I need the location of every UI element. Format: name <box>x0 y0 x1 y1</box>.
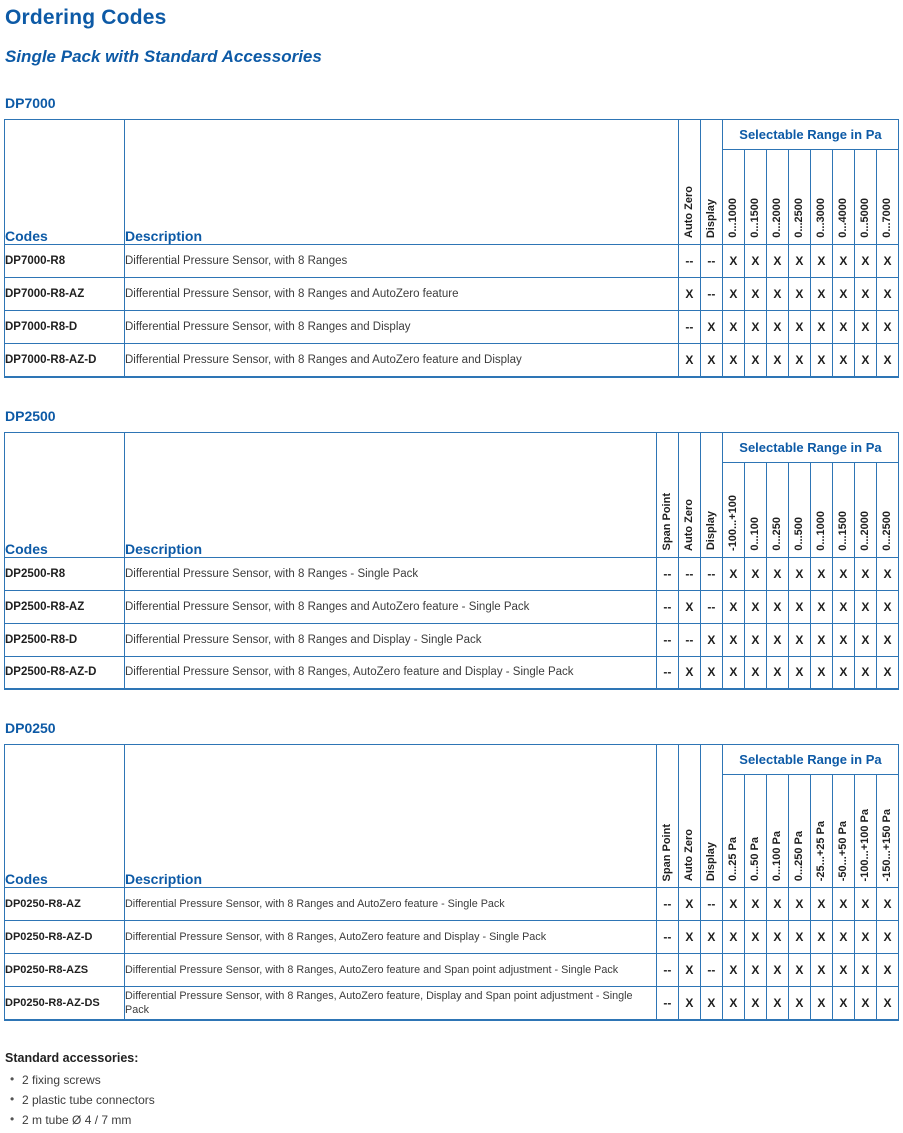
range-column-label: 0...1000 <box>726 198 739 238</box>
accessories-item: • 2 m tube Ø 4 / 7 mm <box>5 1113 899 1127</box>
range-column-label: 0...50 Pa <box>748 836 761 881</box>
range-column-header <box>854 150 876 245</box>
mark-cell: X <box>678 921 700 954</box>
description-header: Description <box>125 432 657 557</box>
range-column-header <box>722 775 744 888</box>
range-column-header <box>854 775 876 888</box>
mark-cell: X <box>810 987 832 1020</box>
section-title-dp0250: DP0250 <box>5 720 56 736</box>
mark-cell: X <box>788 888 810 921</box>
mark-cell: X <box>810 245 832 278</box>
accessories-item: • 2 fixing screws <box>5 1073 899 1087</box>
table-row <box>5 888 899 921</box>
mark-cell: X <box>810 590 832 623</box>
mark-cell: X <box>854 245 876 278</box>
mark-cell: -- <box>700 590 722 623</box>
mark-cell: X <box>832 344 854 377</box>
description-cell: Differential Pressure Sensor, with 8 Ranges and AutoZero feature and Display <box>125 344 679 377</box>
feature-column-header <box>678 745 700 888</box>
mark-cell: X <box>744 921 766 954</box>
description-cell: Differential Pressure Sensor, with 8 Ranges, AutoZero feature and Display - Single Pack <box>125 656 657 689</box>
section-dp7000 <box>4 95 899 378</box>
mark-cell: X <box>722 921 744 954</box>
range-column-header <box>788 462 810 557</box>
mark-cell: X <box>744 656 766 689</box>
mark-cell: X <box>744 344 766 377</box>
range-column-label: -50...+50 Pa <box>836 820 849 881</box>
code-cell: DP7000-R8 <box>5 245 125 278</box>
mark-cell: X <box>788 590 810 623</box>
code-cell: DP7000-R8-D <box>5 311 125 344</box>
mark-cell: X <box>678 987 700 1020</box>
feature-column-header <box>678 120 700 245</box>
mark-cell: X <box>788 656 810 689</box>
mark-cell: X <box>678 888 700 921</box>
accessories-heading: Standard accessories: <box>5 1050 139 1065</box>
mark-cell: X <box>722 344 744 377</box>
mark-cell: -- <box>700 888 722 921</box>
mark-cell: X <box>678 590 700 623</box>
feature-column-label: Auto Zero <box>682 829 695 881</box>
range-column-label: -100...+100 Pa <box>858 808 871 881</box>
feature-column-label: Auto Zero <box>682 498 695 551</box>
table-row <box>5 987 899 1020</box>
mark-cell: X <box>832 623 854 656</box>
range-column-header <box>788 775 810 888</box>
mark-cell: X <box>744 590 766 623</box>
mark-cell: X <box>744 557 766 590</box>
mark-cell: X <box>700 344 722 377</box>
code-cell: DP2500-R8-D <box>5 623 125 656</box>
section-dp2500 <box>4 408 899 691</box>
table-row <box>5 245 899 278</box>
table-row <box>5 623 899 656</box>
description-cell: Differential Pressure Sensor, with 8 Ranges and AutoZero feature - Single Pack <box>125 888 657 921</box>
section-dp0250 <box>4 720 899 1021</box>
table-row <box>5 954 899 987</box>
mark-cell: X <box>766 590 788 623</box>
standard-accessories <box>5 1051 899 1127</box>
page-title: Ordering Codes <box>5 6 167 29</box>
mark-cell: X <box>810 888 832 921</box>
codes-header: Codes <box>5 120 125 245</box>
range-column-label: 0...3000 <box>814 198 827 238</box>
mark-cell: X <box>810 278 832 311</box>
mark-cell: X <box>744 623 766 656</box>
table-row <box>5 557 899 590</box>
range-column-label: 0...1500 <box>748 198 761 238</box>
mark-cell: X <box>854 888 876 921</box>
mark-cell: X <box>854 590 876 623</box>
feature-column-label: Display <box>704 841 717 881</box>
range-column-header <box>832 775 854 888</box>
description-cell: Differential Pressure Sensor, with 8 Ranges and AutoZero feature <box>125 278 679 311</box>
mark-cell: X <box>766 954 788 987</box>
feature-column-header <box>700 745 722 888</box>
mark-cell: X <box>678 278 700 311</box>
table-row <box>5 656 899 689</box>
mark-cell: X <box>876 311 898 344</box>
mark-cell: -- <box>656 954 678 987</box>
mark-cell: -- <box>656 987 678 1020</box>
mark-cell: -- <box>700 278 722 311</box>
mark-cell: X <box>832 278 854 311</box>
mark-cell: X <box>876 278 898 311</box>
mark-cell: X <box>722 954 744 987</box>
mark-cell: X <box>788 921 810 954</box>
mark-cell: X <box>788 311 810 344</box>
mark-cell: X <box>854 557 876 590</box>
range-column-header <box>766 462 788 557</box>
ordering-table-dp2500 <box>4 432 899 691</box>
range-column-header <box>788 150 810 245</box>
mark-cell: X <box>810 311 832 344</box>
range-group-header: Selectable Range in Pa <box>722 745 898 775</box>
mark-cell: X <box>700 311 722 344</box>
range-column-label: 0...5000 <box>858 198 871 238</box>
range-column-header <box>810 150 832 245</box>
mark-cell: X <box>876 656 898 689</box>
ordering-table-dp7000 <box>4 119 899 378</box>
mark-cell: X <box>766 623 788 656</box>
code-cell: DP0250-R8-AZS <box>5 954 125 987</box>
section-title-dp2500: DP2500 <box>5 407 56 424</box>
mark-cell: X <box>788 987 810 1020</box>
mark-cell: X <box>744 888 766 921</box>
range-column-header <box>766 775 788 888</box>
feature-column-label: Display <box>704 198 717 238</box>
range-column-label: 0...100 Pa <box>770 830 783 881</box>
mark-cell: -- <box>656 656 678 689</box>
mark-cell: X <box>854 344 876 377</box>
description-header: Description <box>125 745 657 888</box>
mark-cell: X <box>766 278 788 311</box>
mark-cell: -- <box>656 888 678 921</box>
feature-column-label: Span Point <box>660 493 673 551</box>
range-column-label: 0...2000 <box>858 510 871 551</box>
description-cell: Differential Pressure Sensor, with 8 Ranges and Display <box>125 311 679 344</box>
range-column-label: 0...100 <box>748 516 761 551</box>
range-column-header <box>832 462 854 557</box>
range-column-header <box>744 462 766 557</box>
range-column-header <box>722 462 744 557</box>
mark-cell: X <box>854 623 876 656</box>
mark-cell: X <box>832 311 854 344</box>
section-title-dp7000: DP7000 <box>5 95 56 111</box>
mark-cell: X <box>832 921 854 954</box>
range-column-header <box>744 775 766 888</box>
mark-cell: X <box>832 987 854 1020</box>
mark-cell: X <box>744 245 766 278</box>
mark-cell: X <box>700 987 722 1020</box>
mark-cell: X <box>854 987 876 1020</box>
codes-header: Codes <box>5 745 125 888</box>
table-row <box>5 311 899 344</box>
mark-cell: X <box>876 921 898 954</box>
mark-cell: X <box>700 623 722 656</box>
description-cell: Differential Pressure Sensor, with 8 Ranges, AutoZero feature and Display - Single Pack <box>125 921 657 954</box>
mark-cell: X <box>744 311 766 344</box>
range-column-label: 0...2000 <box>770 198 783 238</box>
mark-cell: -- <box>678 623 700 656</box>
range-column-header <box>876 775 898 888</box>
mark-cell: X <box>744 987 766 1020</box>
range-group-header: Selectable Range in Pa <box>722 432 898 462</box>
mark-cell: X <box>788 623 810 656</box>
range-column-header <box>810 775 832 888</box>
mark-cell: X <box>788 344 810 377</box>
mark-cell: X <box>722 278 744 311</box>
mark-cell: X <box>876 344 898 377</box>
description-cell: Differential Pressure Sensor, with 8 Ranges and Display - Single Pack <box>125 623 657 656</box>
description-cell: Differential Pressure Sensor, with 8 Ranges <box>125 245 679 278</box>
mark-cell: X <box>766 987 788 1020</box>
codes-header: Codes <box>5 432 125 557</box>
range-column-header <box>744 150 766 245</box>
mark-cell: X <box>854 954 876 987</box>
mark-cell: X <box>854 311 876 344</box>
mark-cell: X <box>766 311 788 344</box>
range-column-header <box>854 462 876 557</box>
code-cell: DP2500-R8-AZ <box>5 590 125 623</box>
code-cell: DP0250-R8-AZ-DS <box>5 987 125 1020</box>
mark-cell: -- <box>656 557 678 590</box>
mark-cell: X <box>722 557 744 590</box>
mark-cell: -- <box>656 590 678 623</box>
mark-cell: X <box>744 954 766 987</box>
mark-cell: X <box>722 245 744 278</box>
mark-cell: X <box>810 954 832 987</box>
mark-cell: X <box>722 888 744 921</box>
mark-cell: X <box>810 623 832 656</box>
code-cell: DP0250-R8-AZ <box>5 888 125 921</box>
mark-cell: X <box>832 590 854 623</box>
mark-cell: -- <box>700 245 722 278</box>
mark-cell: X <box>876 590 898 623</box>
mark-cell: X <box>766 921 788 954</box>
range-column-header <box>810 462 832 557</box>
mark-cell: X <box>722 590 744 623</box>
mark-cell: X <box>810 344 832 377</box>
mark-cell: X <box>810 921 832 954</box>
feature-column-header <box>700 120 722 245</box>
code-cell: DP2500-R8-AZ-D <box>5 656 125 689</box>
mark-cell: X <box>678 954 700 987</box>
mark-cell: X <box>832 888 854 921</box>
mark-cell: X <box>832 656 854 689</box>
feature-column-header <box>656 432 678 557</box>
range-column-label: 0...250 <box>770 516 783 551</box>
mark-cell: X <box>810 557 832 590</box>
range-column-label: -100...+100 <box>726 494 739 551</box>
ordering-table-dp0250 <box>4 744 899 1021</box>
description-header: Description <box>125 120 679 245</box>
range-group-header: Selectable Range in Pa <box>722 120 898 150</box>
range-column-label: 0...1500 <box>836 510 849 551</box>
code-cell: DP7000-R8-AZ-D <box>5 344 125 377</box>
table-row <box>5 590 899 623</box>
range-column-label: -25...+25 Pa <box>814 820 827 881</box>
description-cell: Differential Pressure Sensor, with 8 Ranges and AutoZero feature - Single Pack <box>125 590 657 623</box>
range-column-label: 0...2500 <box>792 198 805 238</box>
mark-cell: -- <box>678 557 700 590</box>
mark-cell: X <box>876 557 898 590</box>
mark-cell: X <box>854 278 876 311</box>
range-column-header <box>876 150 898 245</box>
mark-cell: X <box>876 888 898 921</box>
range-column-label: 0...500 <box>792 516 805 551</box>
mark-cell: X <box>766 656 788 689</box>
mark-cell: X <box>876 954 898 987</box>
mark-cell: X <box>876 245 898 278</box>
mark-cell: X <box>678 656 700 689</box>
mark-cell: X <box>766 557 788 590</box>
mark-cell: X <box>788 954 810 987</box>
feature-column-label: Auto Zero <box>682 186 695 238</box>
table-row <box>5 344 899 377</box>
page-subtitle: Single Pack with Standard Accessories <box>5 47 322 66</box>
mark-cell: -- <box>656 921 678 954</box>
mark-cell: X <box>832 245 854 278</box>
mark-cell: X <box>788 245 810 278</box>
mark-cell: X <box>788 278 810 311</box>
range-column-label: 0...7000 <box>880 198 893 238</box>
range-column-header <box>766 150 788 245</box>
mark-cell: X <box>700 656 722 689</box>
range-column-label: 0...1000 <box>814 510 827 551</box>
mark-cell: X <box>810 656 832 689</box>
mark-cell: X <box>722 623 744 656</box>
mark-cell: X <box>832 557 854 590</box>
description-cell: Differential Pressure Sensor, with 8 Ranges, AutoZero feature, Display and Span point adjustment - Single Pack <box>125 987 657 1020</box>
feature-column-header <box>656 745 678 888</box>
range-column-header <box>832 150 854 245</box>
range-column-header <box>876 462 898 557</box>
code-cell: DP7000-R8-AZ <box>5 278 125 311</box>
range-column-label: -150...+150 Pa <box>880 808 893 881</box>
description-cell: Differential Pressure Sensor, with 8 Ranges, AutoZero feature and Span point adjustment - Single Pack <box>125 954 657 987</box>
mark-cell: X <box>722 656 744 689</box>
mark-cell: X <box>854 921 876 954</box>
feature-column-header <box>700 432 722 557</box>
description-cell: Differential Pressure Sensor, with 8 Ranges - Single Pack <box>125 557 657 590</box>
mark-cell: X <box>788 557 810 590</box>
mark-cell: X <box>876 623 898 656</box>
mark-cell: X <box>700 921 722 954</box>
mark-cell: X <box>876 987 898 1020</box>
mark-cell: -- <box>700 954 722 987</box>
range-column-label: 0...4000 <box>836 198 849 238</box>
feature-column-label: Span Point <box>660 823 673 881</box>
mark-cell: X <box>766 344 788 377</box>
mark-cell: X <box>722 987 744 1020</box>
accessories-item: • 2 plastic tube connectors <box>5 1093 899 1107</box>
mark-cell: X <box>766 888 788 921</box>
mark-cell: -- <box>656 623 678 656</box>
table-row <box>5 921 899 954</box>
range-column-label: 0...2500 <box>880 510 893 551</box>
range-column-label: 0...250 Pa <box>792 830 805 881</box>
feature-column-label: Display <box>704 511 717 551</box>
mark-cell: -- <box>678 245 700 278</box>
range-column-label: 0...25 Pa <box>726 836 739 881</box>
feature-column-header <box>678 432 700 557</box>
range-column-header <box>722 150 744 245</box>
accessories-list <box>5 1073 899 1127</box>
mark-cell: -- <box>700 557 722 590</box>
mark-cell: X <box>854 656 876 689</box>
mark-cell: X <box>678 344 700 377</box>
mark-cell: -- <box>678 311 700 344</box>
table-row <box>5 278 899 311</box>
code-cell: DP0250-R8-AZ-D <box>5 921 125 954</box>
mark-cell: X <box>832 954 854 987</box>
mark-cell: X <box>722 311 744 344</box>
code-cell: DP2500-R8 <box>5 557 125 590</box>
mark-cell: X <box>744 278 766 311</box>
mark-cell: X <box>766 245 788 278</box>
